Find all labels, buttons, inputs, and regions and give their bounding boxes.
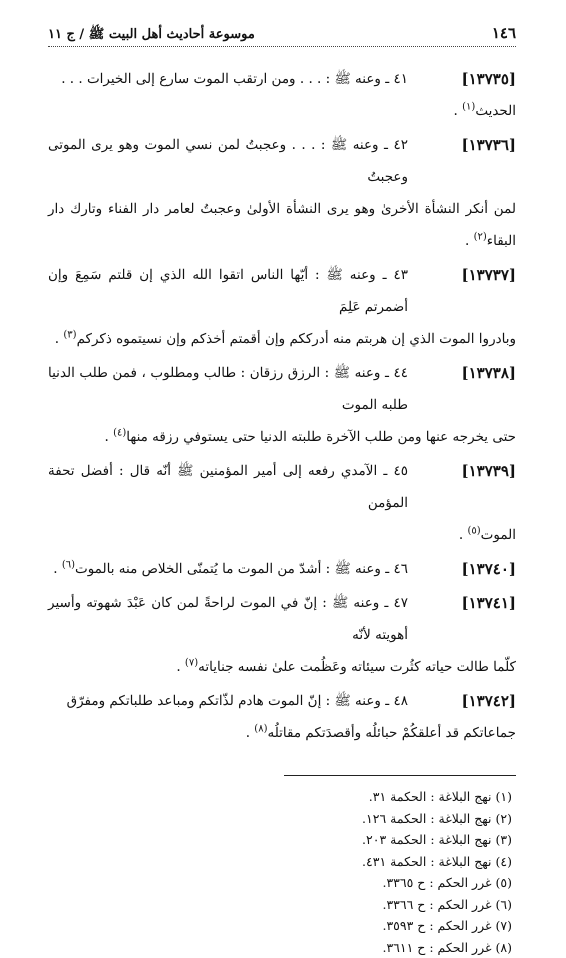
page-number: ١٤٦ — [492, 24, 516, 42]
hadith-number: [١٣٧٤١] — [420, 587, 516, 619]
hadith-number: [١٣٧٣٧] — [420, 259, 516, 291]
hadith-entry — [48, 587, 516, 683]
footnote-ref: (٤) — [113, 428, 126, 439]
hadith-text: ٤١ ـ وعنه ﷺ : . . . ومن ارتقب الموت سارع إلى الخيرات . . . — [61, 71, 408, 87]
footnote-ref: (٥) — [467, 526, 480, 537]
footnote: (٧) غرر الحكم : ح ٣٥٩٣. — [48, 915, 512, 937]
continuation-text: وبادروا الموت الذي إن هربتم منه أدرككم وإن أقمتم أخذكم وإن نسيتموه ذكركم — [77, 331, 516, 347]
hadith-entry — [48, 455, 516, 551]
sentence-end: . — [454, 103, 458, 119]
hadith-text: ٤٣ ـ وعنه ﷺ : أيّها الناس اتقوا الله الذي إن قلتم سَمِعَ وإن أضمرتم عَلِمَ — [48, 267, 408, 315]
continuation-text: حتى يخرجه عنها ومن طلب الآخرة طلبته الدنيا حتى يستوفي رزقه منها — [126, 429, 516, 445]
hadith-number: [١٣٧٣٦] — [420, 129, 516, 161]
footnote-ref: (٣) — [63, 330, 76, 341]
hadith-number: [١٣٧٣٨] — [420, 357, 516, 389]
hadith-continuation — [48, 651, 516, 683]
hadith-text: ٤٤ ـ وعنه ﷺ : الرزق رزقان : طالب ومطلوب ، فمن طلب الدنيا طلبه الموت — [48, 365, 408, 413]
hadith-continuation — [48, 717, 516, 749]
footnote-ref: (٢) — [474, 232, 487, 243]
footnote: (٦) غرر الحكم : ح ٣٣٦٦. — [48, 894, 512, 916]
continuation-text: الموت — [481, 527, 516, 543]
hadith-text: ٤٦ ـ وعنه ﷺ : أشدّ من الموت ما يُتمنّى الخلاص منه بالموت — [75, 561, 408, 577]
running-header — [48, 24, 516, 47]
hadith-text: ٤٥ ـ الآمدي رفعه إلى أمير المؤمنين ﷺ أنّه قال : أفضل تحفة المؤمن — [48, 463, 408, 511]
footnote: (٣) نهج البلاغة : الحكمة ٢٠٣. — [48, 829, 512, 851]
hadith-continuation — [48, 193, 516, 257]
hadith-number: [١٣٧٤٢] — [420, 685, 516, 717]
hadith-text: ٤٧ ـ وعنه ﷺ : إنّ في الموت لراحةً لمن كان عَبْدَ شهوته وأسير أهويته لأنّه — [48, 595, 408, 643]
sentence-end: . — [176, 659, 180, 675]
sentence-end: . — [459, 527, 463, 543]
sentence-end: . — [104, 429, 108, 445]
hadith-number: [١٣٧٣٥] — [420, 63, 516, 95]
footnote: (١) نهج البلاغة : الحكمة ٣١. — [48, 786, 512, 808]
footnote-ref: (٧) — [185, 658, 198, 669]
footnote: (٤) نهج البلاغة : الحكمة ٤٣١. — [48, 851, 512, 873]
sentence-end: . — [465, 233, 469, 249]
continuation-text: لمن أنكر النشأة الأخرىٰ وهو يرى النشأة الأولىٰ وعجبتُ لعامر دار الفناء وتارك دار البقاء — [48, 201, 516, 249]
hadith-entry — [48, 553, 516, 585]
running-title: موسوعة أحاديث أهل البيت ﷺ / ج ١١ — [48, 26, 255, 45]
footnote-separator — [284, 775, 516, 776]
hadith-entry — [48, 685, 516, 749]
continuation-text: الحديث — [475, 103, 516, 119]
hadith-list — [48, 63, 516, 749]
hadith-entry — [48, 259, 516, 355]
footnote: (٢) نهج البلاغة : الحكمة ١٢٦. — [48, 808, 512, 830]
continuation-text: كلّما طالت حياته كثُرت سيئاته وعَظُمت علىٰ نفسه جناياته — [198, 659, 516, 675]
sentence-end: . — [55, 331, 59, 347]
footnote: (٥) غرر الحكم : ح ٣٣٦٥. — [48, 872, 512, 894]
hadith-continuation — [48, 323, 516, 355]
sentence-end: . — [246, 725, 250, 741]
footnote: (٨) غرر الحكم : ح ٣٦١١. — [48, 937, 512, 958]
footnote-ref: (٦) — [62, 560, 75, 571]
hadith-entry — [48, 357, 516, 453]
hadith-continuation — [48, 519, 516, 551]
hadith-text: ٤٢ ـ وعنه ﷺ : . . . وعجبتُ لمن نسي الموت وهو يرى الموتى وعجبتُ — [48, 137, 408, 185]
footnotes — [48, 786, 516, 958]
footnote-ref: (١) — [462, 102, 475, 113]
hadith-number: [١٣٧٣٩] — [420, 455, 516, 487]
hadith-entry — [48, 63, 516, 127]
hadith-continuation — [48, 421, 516, 453]
hadith-continuation — [48, 95, 516, 127]
footnote-ref: (٨) — [254, 724, 267, 735]
hadith-number: [١٣٧٤٠] — [420, 553, 516, 585]
hadith-text: ٤٨ ـ وعنه ﷺ : إنّ الموت هادم لذّاتكم ومباعد طلباتكم ومفرّق — [67, 693, 408, 709]
hadith-entry — [48, 129, 516, 257]
continuation-text: جماعاتكم قد أعلقكُمْ حبائلُه وأقصدَتكم مقاتلُه — [267, 725, 516, 741]
sentence-end: . — [53, 561, 57, 577]
